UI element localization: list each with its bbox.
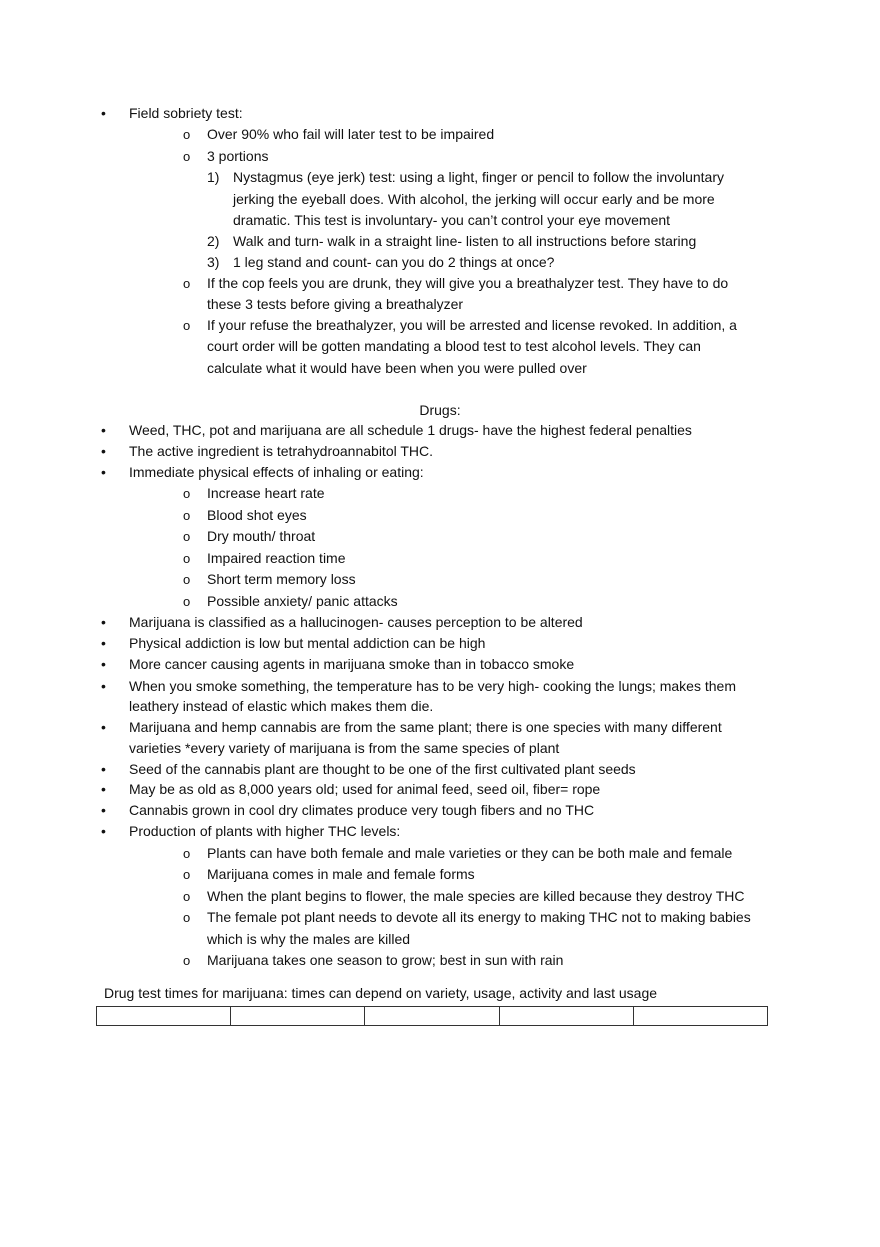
production-item-3: When the plant begins to flower, the male species are killed because they destroy THC [207, 888, 745, 904]
drugs-item-3: Immediate physical effects of inhaling or eating: [129, 464, 424, 480]
sub-bullet-marker: o [183, 889, 191, 904]
sub-bullet-marker: o [183, 276, 191, 291]
table-cell[interactable] [500, 1007, 634, 1025]
field-item-2: 3 portions [207, 148, 269, 164]
drug-test-caption: Drug test times for marijuana: times can depend on variety, usage, activity and last usage [104, 985, 658, 1001]
field-item-3-line-1: If the cop feels you are drunk, they will give you a breathalyzer test. They have to do [207, 275, 729, 291]
portion-2: Walk and turn- walk in a straight line- listen to all instructions before staring [233, 233, 697, 249]
sub-bullet-marker: o [183, 149, 191, 164]
sub-bullet-marker: o [183, 867, 191, 882]
bullet-marker: • [101, 464, 106, 480]
sub-bullet-marker: o [183, 127, 191, 142]
sub-bullet-marker: o [183, 551, 191, 566]
field-item-1: Over 90% who fail will later test to be impaired [207, 126, 495, 142]
drugs-item-10: May be as old as 8,000 years old; used for animal feed, seed oil, fiber= rope [129, 781, 601, 797]
number-marker-1: 1) [207, 169, 220, 185]
production-item-1: Plants can have both female and male varieties or they can be both male and female [207, 845, 733, 861]
bullet-marker: • [101, 761, 106, 777]
drugs-item-8-line-1: Marijuana and hemp cannabis are from the same plant; there is one species with many different [129, 719, 722, 735]
drugs-item-7-line-1: When you smoke something, the temperature has to be very high- cooking the lungs; makes them [129, 678, 736, 694]
sub-bullet-marker: o [183, 953, 191, 968]
drugs-item-4: Marijuana is classified as a hallucinogen- causes perception to be altered [129, 614, 583, 630]
number-marker-3: 3) [207, 254, 220, 270]
drugs-heading: Drugs: [419, 402, 461, 418]
drugs-item-1: Weed, THC, pot and marijuana are all schedule 1 drugs- have the highest federal penalties [129, 422, 692, 438]
bullet-marker: • [101, 105, 106, 121]
drugs-item-5: Physical addiction is low but mental addiction can be high [129, 635, 486, 651]
sub-bullet-marker: o [183, 572, 191, 587]
effect-item: Increase heart rate [207, 485, 325, 501]
drugs-item-8-line-2: varieties *every variety of marijuana is from the same species of plant [129, 740, 560, 756]
field-sobriety-heading: Field sobriety test: [129, 105, 243, 121]
portion-3: 1 leg stand and count- can you do 2 things at once? [233, 254, 555, 270]
sub-bullet-marker: o [183, 846, 191, 861]
sub-bullet-marker: o [183, 318, 191, 333]
portion-1-line-3: dramatic. This test is involuntary- you can’t control your eye movement [233, 212, 671, 228]
effect-item: Possible anxiety/ panic attacks [207, 593, 398, 609]
effect-item: Dry mouth/ throat [207, 528, 316, 544]
table-cell[interactable] [365, 1007, 499, 1025]
bullet-marker: • [101, 422, 106, 438]
bullet-marker: • [101, 781, 106, 797]
sub-bullet-marker: o [183, 594, 191, 609]
sub-bullet-marker: o [183, 486, 191, 501]
effect-item: Impaired reaction time [207, 550, 346, 566]
portion-1-line-1: Nystagmus (eye jerk) test: using a light, finger or pencil to follow the involuntary [233, 169, 725, 185]
drugs-item-11: Cannabis grown in cool dry climates produce very tough fibers and no THC [129, 802, 595, 818]
bullet-marker: • [101, 678, 106, 694]
number-marker-2: 2) [207, 233, 220, 249]
field-item-4-line-2: court order will be gotten mandating a blood test to test alcohol levels. They can [207, 338, 701, 354]
field-item-3-line-2: these 3 tests before giving a breathalyzer [207, 296, 464, 312]
portion-1-line-2: jerking the eyeball does. With alcohol, the jerking will occur early and be more [233, 191, 715, 207]
production-item-2: Marijuana comes in male and female forms [207, 866, 475, 882]
effect-item: Short term memory loss [207, 571, 356, 587]
production-item-4-line-1: The female pot plant needs to devote all its energy to making THC not to making babies [207, 909, 751, 925]
sub-bullet-marker: o [183, 529, 191, 544]
drugs-item-7-line-2: leathery instead of elastic which makes them die. [129, 698, 434, 714]
effect-item: Blood shot eyes [207, 507, 307, 523]
drugs-item-6: More cancer causing agents in marijuana smoke than in tobacco smoke [129, 656, 575, 672]
bullet-marker: • [101, 802, 106, 818]
drugs-item-2: The active ingredient is tetrahydroannabitol THC. [129, 443, 434, 459]
table-cell[interactable] [634, 1007, 767, 1025]
bullet-marker: • [101, 614, 106, 630]
field-item-4-line-1: If your refuse the breathalyzer, you will be arrested and license revoked. In addition, a [207, 317, 737, 333]
production-item-5: Marijuana takes one season to grow; best in sun with rain [207, 952, 564, 968]
bullet-marker: • [101, 656, 106, 672]
bullet-marker: • [101, 719, 106, 735]
bullet-marker: • [101, 823, 106, 839]
table-cell[interactable] [231, 1007, 365, 1025]
drugs-item-12: Production of plants with higher THC levels: [129, 823, 401, 839]
sub-bullet-marker: o [183, 508, 191, 523]
bullet-marker: • [101, 635, 106, 651]
field-item-4-line-3: calculate what it would have been when you were pulled over [207, 360, 587, 376]
table-cell[interactable] [97, 1007, 231, 1025]
drug-test-table [96, 1006, 768, 1026]
drugs-item-9: Seed of the cannabis plant are thought to be one of the first cultivated plant seeds [129, 761, 636, 777]
production-item-4-line-2: which is why the males are killed [207, 931, 411, 947]
bullet-marker: • [101, 443, 106, 459]
sub-bullet-marker: o [183, 910, 191, 925]
